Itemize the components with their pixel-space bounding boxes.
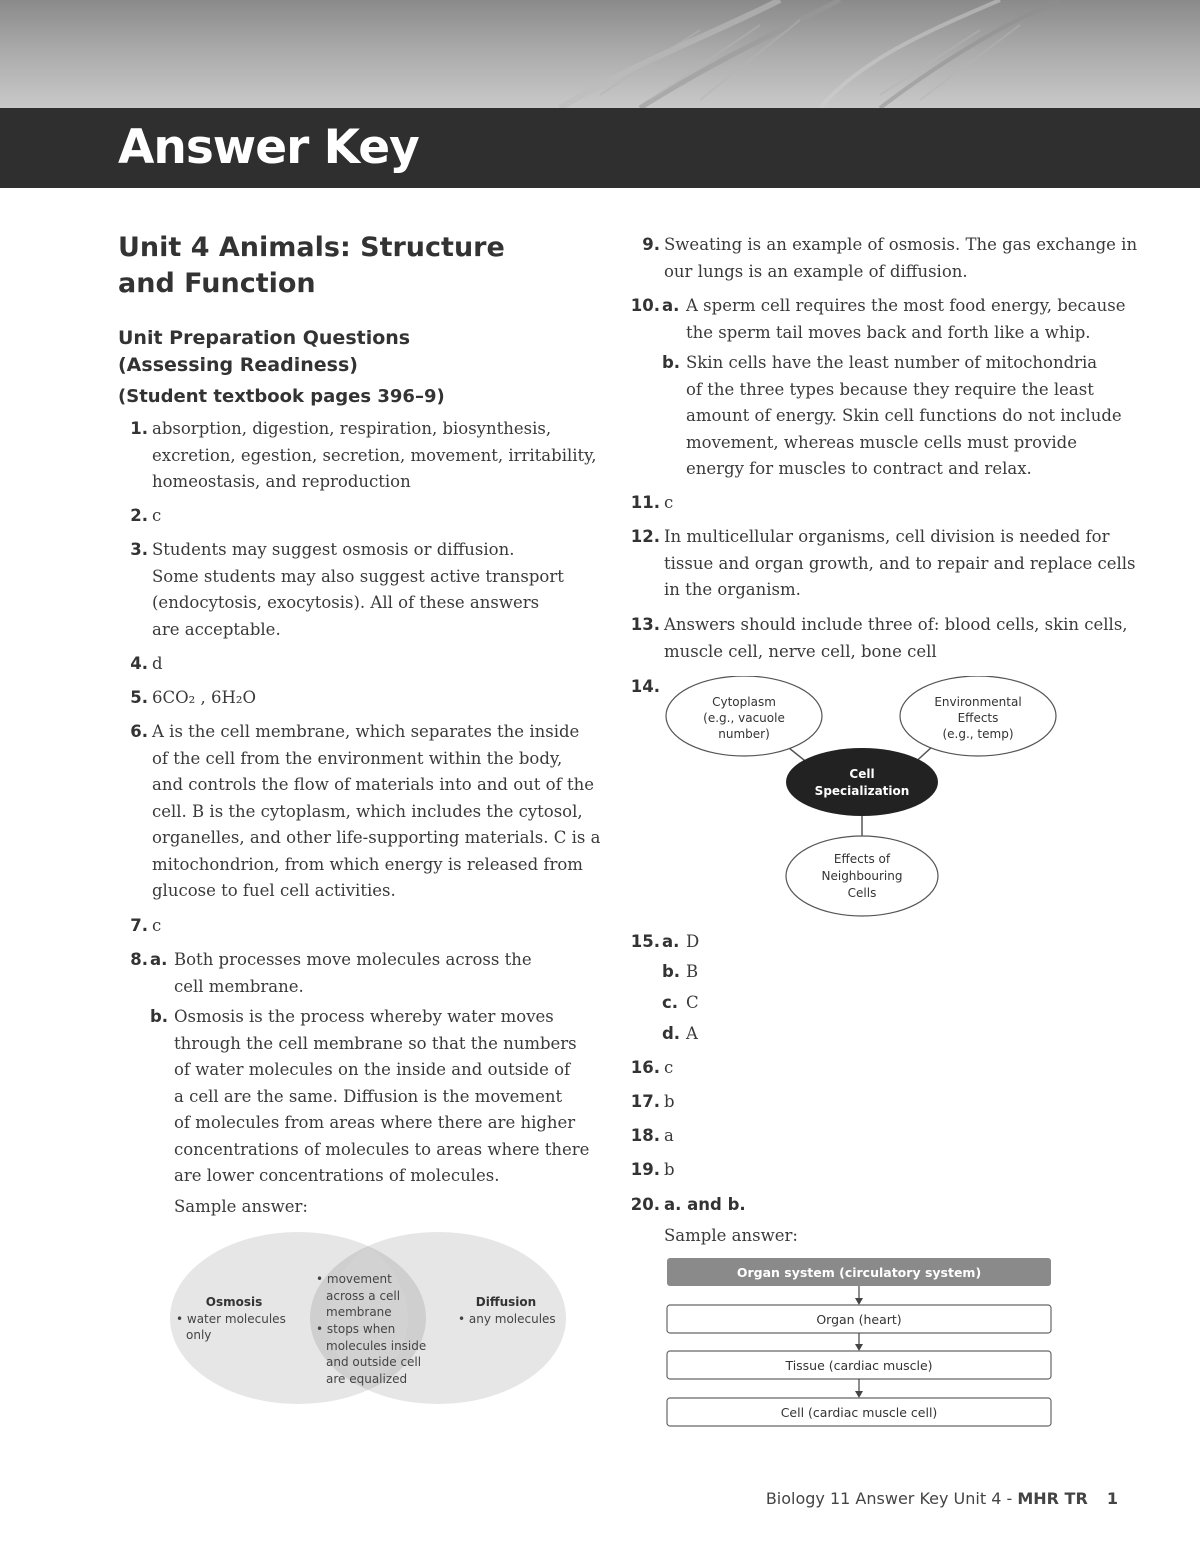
node-text: Effects of [833,852,891,866]
answer-text: c [152,916,162,935]
question-number: 13. [630,615,660,634]
part-label: a. [662,932,680,951]
answer-line: movement, whereas muscle cells must provide [686,432,1078,452]
node-text: Cells [847,886,877,900]
answer-line: through the cell membrane so that the numbers [174,1033,577,1053]
question-20 [630,1192,798,1249]
node-text: Cell [849,767,875,781]
answer-line: glucose to fuel cell activities. [152,881,396,900]
venn-left-title: Osmosis [205,1295,263,1309]
answer-text: c [152,506,162,525]
question-17 [630,1089,675,1116]
answer-line: cell. B is the cytoplasm, which includes the cytosol, [152,801,583,821]
answer-line: Some students may also suggest active transport [152,566,564,586]
part-label: d. [662,1024,681,1043]
question-15d [662,1021,698,1048]
page-number: 1 [1106,1489,1118,1508]
answer-text: A [686,1024,698,1043]
page-title: Answer Key [118,120,419,175]
venn-middle-line: membrane [326,1305,392,1319]
section-title [118,325,410,379]
answer-line: amount of energy. Skin cell functions do not include [686,406,1122,425]
answer-line: of water molecules on the inside and outside of [174,1060,571,1079]
question-number: 3. [130,540,148,559]
footer-bold: MHR TR [1017,1489,1088,1508]
question-11 [630,490,674,517]
venn-left-line: • water molecules [176,1312,286,1326]
question-number: 18. [630,1126,660,1145]
question-number: 1. [130,419,148,438]
question-number: 5. [130,688,148,707]
answer-line: excretion, egestion, secretion, movement, irritability, [152,445,597,465]
part-label: b. [150,1007,169,1026]
answer-line: Both processes move molecules across the [174,950,532,969]
answer-text: B [686,962,699,981]
question-6 [130,719,601,905]
answer-line: the sperm tail moves back and forth like a whip. [686,322,1091,342]
answer-text: c [664,493,674,512]
answer-line: Answers should include three of: blood cells, skin cells, [664,615,1128,634]
node-text: (e.g., temp) [942,727,1014,741]
question-12 [630,524,1136,604]
question-number: 6. [130,722,148,741]
answer-line: concentrations of molecules to areas where there [174,1139,590,1159]
venn-middle-line: • stops when [316,1322,396,1336]
answer-text: d [152,654,163,673]
question-10 [630,293,1126,346]
question-15b [662,959,699,986]
question-19 [630,1157,675,1184]
sample-label: Sample answer: [174,1196,308,1216]
answer-line: In multicellular organisms, cell division is needed for [664,527,1110,546]
venn-middle-line: • movement [316,1272,392,1286]
question-8b [150,1004,590,1220]
section-title-line: (Assessing Readiness) [118,354,358,376]
flow-text: Tissue (cardiac muscle) [785,1358,933,1373]
header-graphic [0,0,1200,108]
node-cell-specialization [786,748,938,816]
question-16 [630,1055,674,1082]
question-number: 17. [630,1092,660,1111]
question-9 [642,232,1138,285]
part-label: c. [662,993,679,1012]
venn-left-line: only [186,1328,212,1342]
answer-line: homeostasis, and reproduction [152,472,411,491]
question-7 [130,913,162,940]
answer-line: cell membrane. [174,976,304,996]
question-13 [630,612,1128,665]
answer-text: c [664,1058,674,1077]
node-text: Specialization [814,784,910,798]
question-number: 15. [630,932,660,951]
question-number: 8. [130,950,148,969]
answer-line: Sweating is an example of osmosis. The gas exchange in [664,235,1138,254]
page-footer [766,1489,1118,1508]
answer-text: a [664,1126,674,1145]
answer-line: A is the cell membrane, which separates the inside [152,722,580,741]
question-number: 19. [630,1160,660,1179]
venn-right-title: Diffusion [475,1295,537,1309]
part-label: b. [662,962,681,981]
answer-text: D [686,932,700,951]
question-10b [662,350,1122,483]
answer-line: (endocytosis, exocytosis). All of these answers [152,593,540,612]
arrow-down-icon [855,1391,863,1398]
question-number: 2. [130,506,148,525]
answer-text: b [664,1160,675,1179]
answer-text: b [664,1092,675,1111]
node-text: (e.g., vacuole [703,711,785,725]
arrow-down-icon [855,1298,863,1305]
answer-line: our lungs is an example of diffusion. [664,261,968,281]
question-number: 7. [130,916,148,935]
question-number: 16. [630,1058,660,1077]
answer-line: mitochondrion, from which energy is released from [152,854,583,874]
flow-text: Organ (heart) [816,1312,902,1327]
question-number: 11. [630,493,660,512]
title-banner [0,108,1200,188]
answer-line: of molecules from areas where there are higher [174,1113,576,1132]
question-4 [130,651,163,678]
question-15c [662,990,699,1017]
flow-text: Cell (cardiac muscle cell) [780,1405,938,1420]
part-label: a. [150,950,168,969]
footer-text: Biology 11 Answer Key Unit 4 - [765,1489,1018,1508]
answer-line: organelles, and other life-supporting materials. C is a [152,828,601,847]
answer-line: a cell are the same. Diffusion is the movement [174,1086,563,1106]
section-pages: (Student textbook pages 396–9) [118,386,445,407]
answer-line: Students may suggest osmosis or diffusion. [152,540,515,559]
arrow-down-icon [855,1344,863,1351]
answer-line: are acceptable. [152,619,281,639]
node-text: Cytoplasm [712,695,776,709]
question-number: 12. [630,527,660,546]
question-15 [630,929,700,956]
answer-line: are lower concentrations of molecules. [174,1166,500,1185]
organ-flowchart [664,1256,1056,1432]
answer-line: muscle cell, nerve cell, bone cell [664,641,937,661]
answer-line: absorption, digestion, respiration, biosynthesis, [152,419,552,438]
sample-label: Sample answer: [664,1225,798,1245]
question-number: 4. [130,654,148,673]
cell-specialization-diagram [664,676,1064,920]
section-title-line: Unit Preparation Questions [118,327,411,349]
unit-title-line: Unit 4 Animals: Structure [118,232,505,263]
answer-line: Osmosis is the process whereby water moves [174,1007,554,1026]
answer-line: tissue and organ growth, and to repair and replace cells [664,553,1136,573]
answer-line: of the cell from the environment within the body, [152,748,563,768]
question-number: 10. [630,296,660,315]
question-3 [130,537,564,643]
venn-middle-line: are equalized [326,1372,408,1386]
venn-diagram [168,1228,572,1428]
unit-title-line: and Function [118,268,316,299]
question-2 [130,503,162,530]
answer-text: 6CO₂ , 6H₂O [152,688,257,707]
part-label: b. [662,353,681,372]
question-18 [630,1123,674,1150]
question-number: 20. [630,1195,660,1214]
venn-middle-line: molecules inside [326,1339,427,1353]
answer-text: C [686,993,699,1012]
node-text: Effects [957,711,999,725]
answer-line: in the organism. [664,580,801,599]
answer-line: and controls the flow of materials into and out of the [152,775,594,794]
unit-title [118,230,538,302]
node-text: Neighbouring [821,869,903,883]
dna-helix-graphic [0,0,1200,108]
part-label: a. and b. [664,1195,746,1214]
venn-middle-line: across a cell [326,1289,401,1303]
venn-middle-line: and outside cell [326,1355,422,1369]
question-5 [130,685,257,712]
venn-right-line: • any molecules [458,1312,556,1326]
question-8 [130,947,532,1000]
answer-line: A sperm cell requires the most food energy, because [686,296,1126,315]
node-text: Environmental [934,695,1022,709]
answer-line: of the three types because they require the least [686,379,1094,399]
question-1 [130,416,597,496]
question-number: 9. [642,235,660,254]
answer-line: Skin cells have the least number of mitochondria [686,353,1098,372]
part-label: a. [662,296,680,315]
flow-text: Organ system (circulatory system) [736,1265,982,1280]
node-text: number) [718,727,770,741]
question-number: 14. [630,677,660,696]
answer-line: energy for muscles to contract and relax. [686,459,1032,478]
